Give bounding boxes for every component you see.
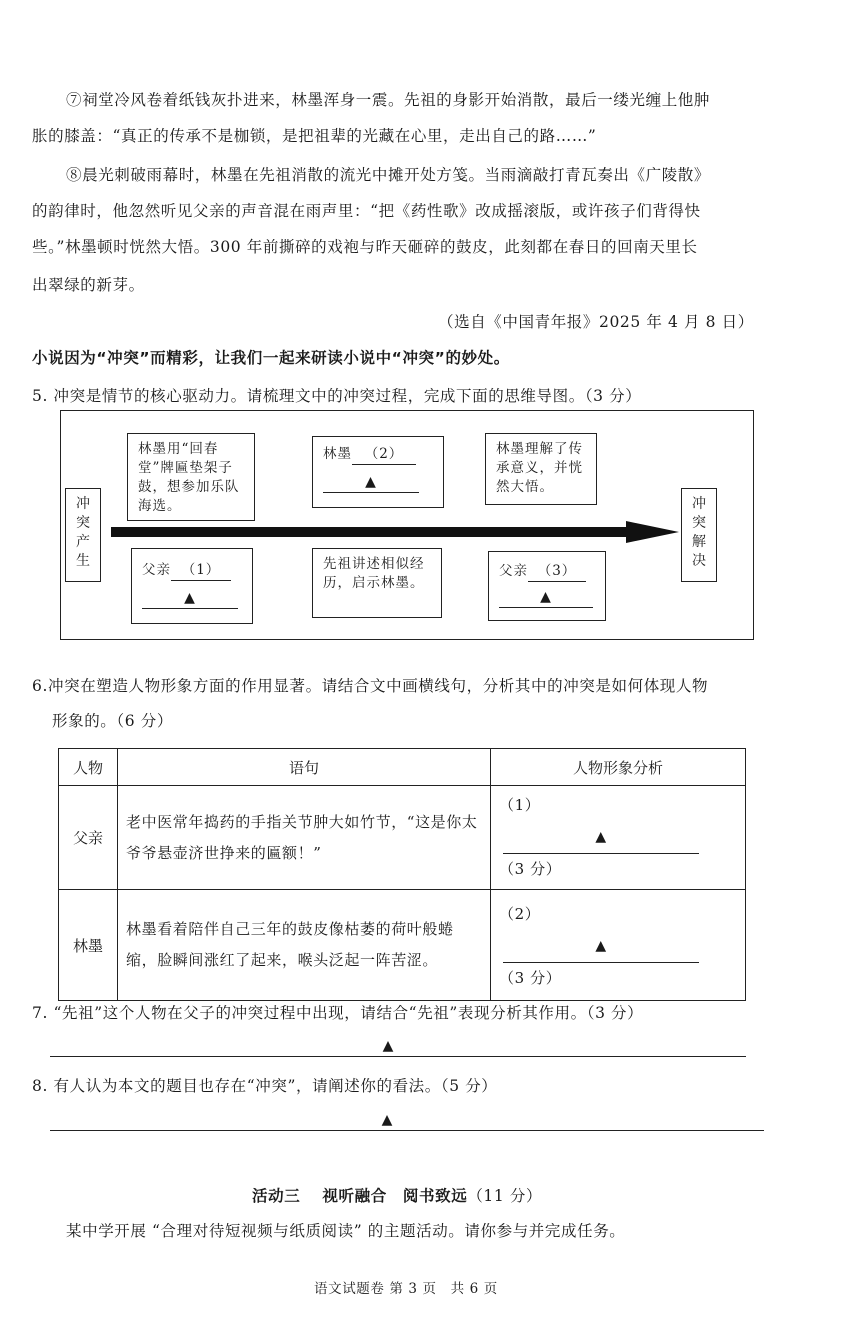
mind-map-box-6 xyxy=(488,551,606,621)
row2-blank-mark: ▲ xyxy=(595,938,607,954)
q8-answer-line[interactable] xyxy=(50,1108,764,1131)
mind-map-start-label: 冲突产生 xyxy=(76,496,90,569)
header-person: 人物 xyxy=(59,749,118,786)
mind-map-start xyxy=(65,488,101,582)
header-quote: 语句 xyxy=(118,749,491,786)
mind-map xyxy=(60,410,754,640)
box2-blank-mark: ▲ xyxy=(365,474,377,490)
box6-answer-blank[interactable] xyxy=(499,588,593,608)
header-analysis: 人物形象分析 xyxy=(491,749,746,786)
page-footer: 语文试题卷 第 3 页 共 6 页 xyxy=(314,1281,498,1297)
para8-line1: ⑧晨光刺破雨幕时，林墨在先祖消散的流光中摊开处方笺。当雨滴敲打青瓦奏出《广陵散》 xyxy=(66,166,711,184)
row2-num: （2） xyxy=(499,905,541,923)
para7-line2: 胀的膝盖：“真正的传承不是枷锁，是把祖辈的光藏在心里，走出自己的路……” xyxy=(32,127,597,145)
mind-map-box-3: 林墨理解了传承意义，并恍然大悟。 xyxy=(485,433,597,505)
table-row xyxy=(59,786,746,890)
q6-line1: 6.冲突在塑造人物形象方面的作用显著。请结合文中画横线句，分析其中的冲突是如何体现人物 xyxy=(32,677,709,695)
activity3-heading xyxy=(252,1181,542,1211)
q7-blank-mark: ▲ xyxy=(382,1038,394,1054)
activity3-title: 活动三 视听融合 阅书致远 xyxy=(252,1187,468,1205)
row1-quote: 老中医常年捣药的手指关节肿大如竹节，“这是你太爷爷悬壶济世挣来的匾额！” xyxy=(118,786,491,890)
row1-score: （3 分） xyxy=(499,860,562,878)
box6-num: （3） xyxy=(528,562,586,582)
flow-arrow xyxy=(111,521,681,543)
row1-person: 父亲 xyxy=(59,786,118,890)
row2-person: 林墨 xyxy=(59,890,118,1001)
q8-text: 8. 有人认为本文的题目也存在“冲突”，请阐述你的看法。（5 分） xyxy=(32,1077,498,1095)
para8-line4: 出翠绿的新芽。 xyxy=(32,276,145,294)
q5-text: 5. 冲突是情节的核心驱动力。请梳理文中的冲突过程，完成下面的思维导图。（3 分） xyxy=(32,387,642,405)
box4-num: （1） xyxy=(171,561,231,581)
table-row xyxy=(59,890,746,1001)
activity3-intro: 某中学开展 “合理对待短视频与纸质阅读” 的主题活动。请你参与并完成任务。 xyxy=(66,1222,626,1240)
box6-blank-mark: ▲ xyxy=(540,589,552,605)
q7-text: 7. “先祖”这个人物在父子的冲突过程中出现，请结合“先祖”表现分析其作用。（3 分） xyxy=(32,1004,644,1022)
mind-map-box-2 xyxy=(312,436,444,508)
row2-answer-blank[interactable] xyxy=(503,930,699,963)
mind-map-end-label: 冲突解决 xyxy=(692,496,706,569)
activity3-score: （11 分） xyxy=(467,1187,543,1205)
box4-label: 父亲 xyxy=(142,562,171,578)
q6-line2: 形象的。（6 分） xyxy=(52,712,173,730)
row2-analysis xyxy=(491,890,746,1001)
box2-num: （2） xyxy=(352,445,416,465)
character-analysis-table xyxy=(58,748,746,1001)
section-intro: 小说因为“冲突”而精彩，让我们一起来研读小说中“冲突”的妙处。 xyxy=(32,349,510,367)
mind-map-end xyxy=(681,488,717,582)
table-header-row xyxy=(59,749,746,786)
box2-answer-blank[interactable] xyxy=(323,473,419,493)
para8-line2: 的韵律时，他忽然听见父亲的声音混在雨声里：“把《药性歌》改成摇滚版，或许孩子们背得快 xyxy=(32,202,701,220)
mind-map-box-5: 先祖讲述相似经历，启示林墨。 xyxy=(312,548,442,618)
source-citation: （选自《中国青年报》2025 年 4 月 8 日） xyxy=(438,313,754,331)
box6-label: 父亲 xyxy=(499,563,528,579)
mind-map-box-1: 林墨用“回春堂”牌匾垫架子鼓，想参加乐队海选。 xyxy=(127,433,255,521)
row1-answer-blank[interactable] xyxy=(503,821,699,854)
row1-analysis xyxy=(491,786,746,890)
para7-line1: ⑦祠堂冷风卷着纸钱灰扑进来，林墨浑身一震。先祖的身影开始消散，最后一缕光缠上他肿 xyxy=(66,91,711,109)
box4-answer-blank[interactable] xyxy=(142,589,238,609)
q8-blank-mark: ▲ xyxy=(381,1112,393,1128)
row2-score: （3 分） xyxy=(499,969,562,987)
para8-line3: 些。”林墨顿时恍然大悟。300 年前撕碎的戏袍与昨天砸碎的鼓皮，此刻都在春日的回南天里长 xyxy=(32,238,698,256)
mind-map-box-4 xyxy=(131,548,253,624)
row2-quote: 林墨看着陪伴自己三年的鼓皮像枯萎的荷叶般蜷缩，脸瞬间涨红了起来，喉头泛起一阵苦涩。 xyxy=(118,890,491,1001)
row1-num: （1） xyxy=(499,796,541,814)
row1-blank-mark: ▲ xyxy=(595,829,607,845)
box2-label: 林墨 xyxy=(323,446,352,462)
box4-blank-mark: ▲ xyxy=(184,590,196,606)
q7-answer-line[interactable] xyxy=(50,1034,746,1057)
